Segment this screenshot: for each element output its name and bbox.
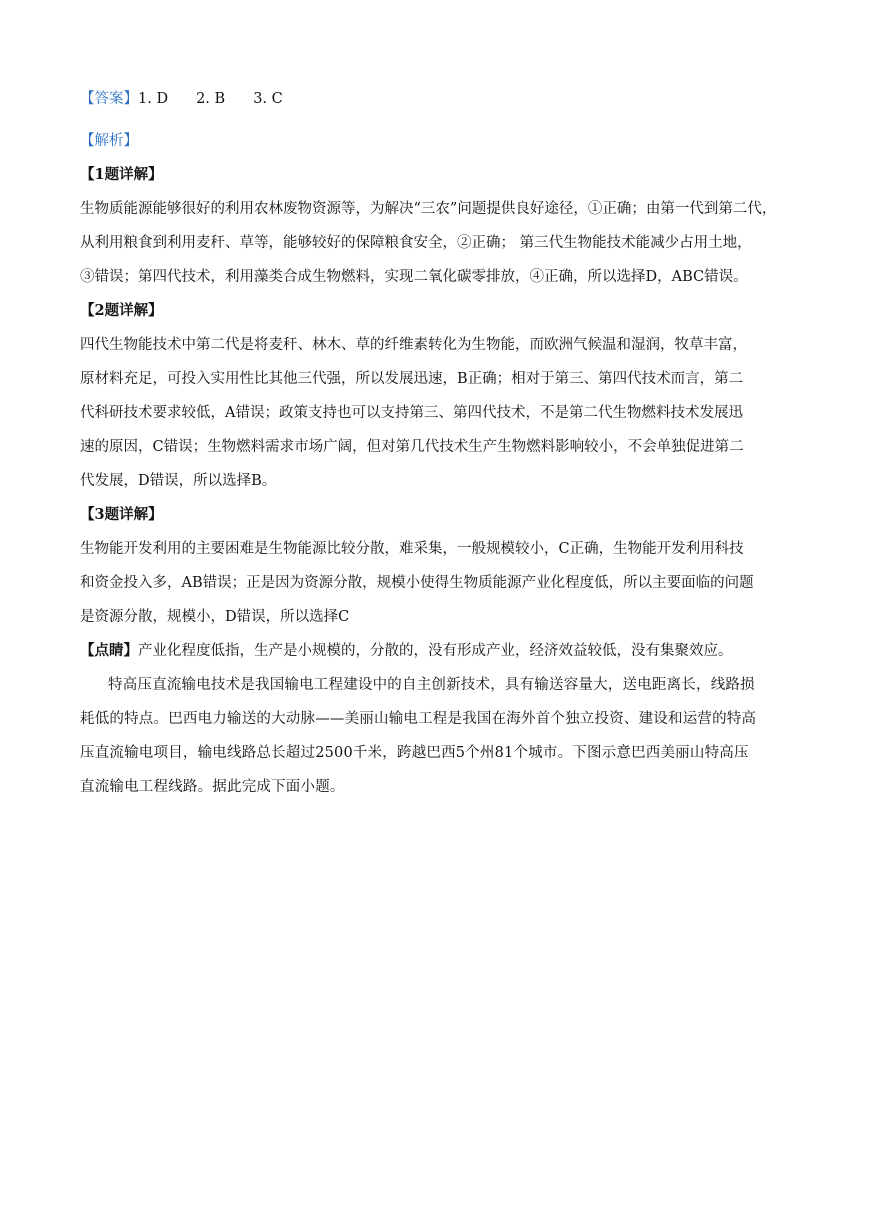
q2-line: 原材料充足，可投入实用性比其他三代强，所以发展迅速，B正确；相对于第三、第四代技术而言，第二	[80, 371, 744, 387]
q2-heading: 【2题详解】	[80, 302, 163, 319]
passage	[80, 668, 792, 804]
q2-line: 代发展，D错误，所以选择B。	[80, 473, 277, 489]
passage-line: 压直流输电项目，输电线路总长超过2500千米，跨越巴西5个州81个城市。下图示意巴西美丽山特高压	[80, 745, 749, 761]
analysis-tag: 【解析】	[80, 133, 138, 149]
q2-line: 四代生物能技术中第二代是将麦秆、林木、草的纤维素转化为生物能，而欧洲气候温和湿润，牧草丰富，	[80, 337, 747, 353]
q2-line: 代科研技术要求较低，A错误；政策支持也可以支持第三、第四代技术，不是第二代生物燃料技术发展迅	[80, 405, 743, 421]
answer-row	[80, 84, 792, 114]
tip-tag: 【点睛】	[80, 642, 138, 659]
q1-line: 从利用粮食到利用麦秆、草等，能够较好的保障粮食安全，②正确； 第三代生物能技术能减少占用土地，	[80, 235, 752, 251]
answer-tag: 【答案】	[80, 91, 138, 107]
tip-text: 产业化程度低指，生产是小规模的，分散的，没有形成产业，经济效益较低，没有集聚效应。	[138, 643, 733, 659]
document-page	[80, 84, 792, 804]
passage-line: 特高压直流输电技术是我国输电工程建设中的自主创新技术，具有输送容量大，送电距离长，线路损	[108, 677, 755, 693]
q1-heading: 【1题详解】	[80, 166, 163, 183]
passage-line: 直流输电工程线路。据此完成下面小题。	[80, 779, 345, 795]
q1-line: ③错误；第四代技术，利用藻类合成生物燃料，实现二氧化碳零排放，④正确，所以选择D，ABC错误。	[80, 269, 748, 285]
q2-line: 速的原因，C错误；生物燃料需求市场广阔，但对第几代技术生产生物燃料影响较小，不会单独促进第二	[80, 439, 744, 455]
passage-line: 耗低的特点。巴西电力输送的大动脉——美丽山输电工程是我国在海外首个独立投资、建设和运营的特高	[80, 711, 757, 727]
answer-item-1: 1. D	[138, 91, 169, 107]
answer-item-2: 2. B	[196, 91, 226, 107]
q3-line: 和资金投入多，AB错误；正是因为资源分散，规模小使得生物质能源产业化程度低，所以主要面临的问题	[80, 575, 754, 591]
tip-row	[80, 634, 792, 668]
q3-heading: 【3题详解】	[80, 506, 163, 523]
q3-line: 是资源分散，规模小，D错误，所以选择C	[80, 609, 350, 625]
answer-item-3: 3. C	[253, 91, 283, 107]
q1-line: 生物质能源能够很好的利用农林废物资源等，为解决“三农”问题提供良好途径，①正确；由第一代到第二代，	[80, 201, 777, 217]
q3-line: 生物能开发利用的主要困难是生物能源比较分散，难采集，一般规模较小，C正确，生物能开发利用科技	[80, 541, 744, 557]
